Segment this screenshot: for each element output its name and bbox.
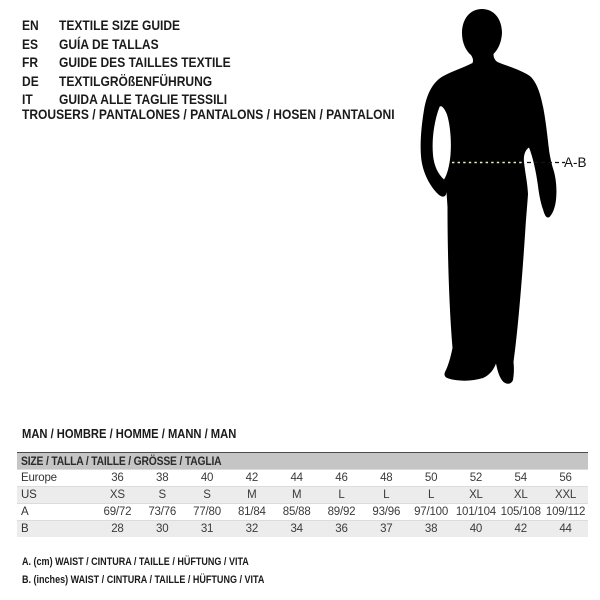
language-code: EN bbox=[22, 17, 39, 33]
size-cell: XS bbox=[95, 487, 140, 504]
man-silhouette-figure bbox=[390, 0, 600, 400]
garment-title: TROUSERS / PANTALONES / PANTALONS / HOSEN / PANTALONI bbox=[22, 106, 395, 122]
footnote-a: A. (cm) WAIST / CINTURA / TAILLE / HÜFTUNG / VITA bbox=[22, 556, 249, 568]
guide-title: TEXTILGRÖßENFÜHRUNG bbox=[59, 72, 213, 89]
language-row-es bbox=[22, 35, 259, 54]
size-cell: 28 bbox=[95, 521, 140, 538]
language-row-de bbox=[22, 72, 259, 91]
row-label: US bbox=[17, 487, 95, 504]
row-label: B bbox=[17, 521, 95, 538]
size-cell: L bbox=[409, 487, 454, 504]
size-cell: 109/112 bbox=[543, 504, 588, 521]
size-cell: 69/72 bbox=[95, 504, 140, 521]
size-cell: 85/88 bbox=[274, 504, 319, 521]
measurement-footnotes bbox=[22, 554, 318, 589]
language-guide-list bbox=[22, 16, 259, 109]
guide-title: GUIDA ALLE TAGLIE TESSILI bbox=[59, 91, 228, 108]
section-title-man: MAN / HOMBRE / HOMME / MANN / MAN bbox=[22, 426, 237, 441]
size-cell: 40 bbox=[185, 470, 230, 487]
size-cell: L bbox=[364, 487, 409, 504]
size-cell: 50 bbox=[409, 470, 454, 487]
size-cell: 73/76 bbox=[140, 504, 185, 521]
language-row-fr bbox=[22, 53, 259, 72]
size-table-row bbox=[17, 504, 588, 521]
size-cell: 36 bbox=[95, 470, 140, 487]
size-cell: 34 bbox=[274, 521, 319, 538]
guide-title: TEXTILE SIZE GUIDE bbox=[59, 17, 181, 33]
size-cell: 77/80 bbox=[185, 504, 230, 521]
size-cell: 38 bbox=[140, 470, 185, 487]
size-cell: 46 bbox=[319, 470, 364, 487]
size-cell: 44 bbox=[543, 521, 588, 538]
size-cell: XL bbox=[454, 487, 499, 504]
size-table-row bbox=[17, 470, 588, 487]
size-cell: M bbox=[274, 487, 319, 504]
guide-title: GUIDE DES TAILLES TEXTILE bbox=[59, 54, 231, 71]
language-code: IT bbox=[22, 91, 33, 108]
size-cell: 48 bbox=[364, 470, 409, 487]
size-table bbox=[17, 452, 588, 537]
size-cell: 42 bbox=[229, 470, 274, 487]
size-cell: 93/96 bbox=[364, 504, 409, 521]
size-cell: XL bbox=[498, 487, 543, 504]
size-table-row bbox=[17, 487, 588, 504]
size-cell: L bbox=[319, 487, 364, 504]
size-table-row bbox=[17, 521, 588, 538]
size-cell: 37 bbox=[364, 521, 409, 538]
size-cell: 81/84 bbox=[229, 504, 274, 521]
size-cell: 31 bbox=[185, 521, 230, 538]
size-cell: 32 bbox=[229, 521, 274, 538]
guide-title: GUÍA DE TALLAS bbox=[59, 35, 159, 52]
size-cell: 38 bbox=[409, 521, 454, 538]
size-cell: 40 bbox=[454, 521, 499, 538]
size-cell: 42 bbox=[498, 521, 543, 538]
size-cell: 54 bbox=[498, 470, 543, 487]
size-cell: S bbox=[140, 487, 185, 504]
row-label: Europe bbox=[17, 470, 95, 487]
size-cell: M bbox=[229, 487, 274, 504]
size-cell: 44 bbox=[274, 470, 319, 487]
language-row-en bbox=[22, 16, 259, 35]
size-cell: 30 bbox=[140, 521, 185, 538]
size-cell: 101/104 bbox=[454, 504, 499, 521]
footnote-b: B. (inches) WAIST / CINTURA / TAILLE / HÜFTUNG / VITA bbox=[22, 573, 265, 586]
size-cell: 105/108 bbox=[498, 504, 543, 521]
size-cell: 97/100 bbox=[409, 504, 454, 521]
size-cell: XXL bbox=[543, 487, 588, 504]
man-silhouette bbox=[421, 9, 557, 384]
size-cell: 36 bbox=[319, 521, 364, 538]
measure-label-ab: A-B bbox=[564, 155, 587, 170]
language-code: DE bbox=[22, 72, 39, 89]
size-cell: 52 bbox=[454, 470, 499, 487]
language-code: FR bbox=[22, 54, 39, 71]
language-code: ES bbox=[22, 35, 39, 52]
size-cell: 56 bbox=[543, 470, 588, 487]
size-table-header-row bbox=[17, 453, 588, 470]
size-cell: 89/92 bbox=[319, 504, 364, 521]
size-cell: S bbox=[185, 487, 230, 504]
row-label: A bbox=[17, 504, 95, 521]
size-table-header: SIZE / TALLA / TAILLE / GRÖSSE / TAGLIA bbox=[17, 453, 588, 470]
